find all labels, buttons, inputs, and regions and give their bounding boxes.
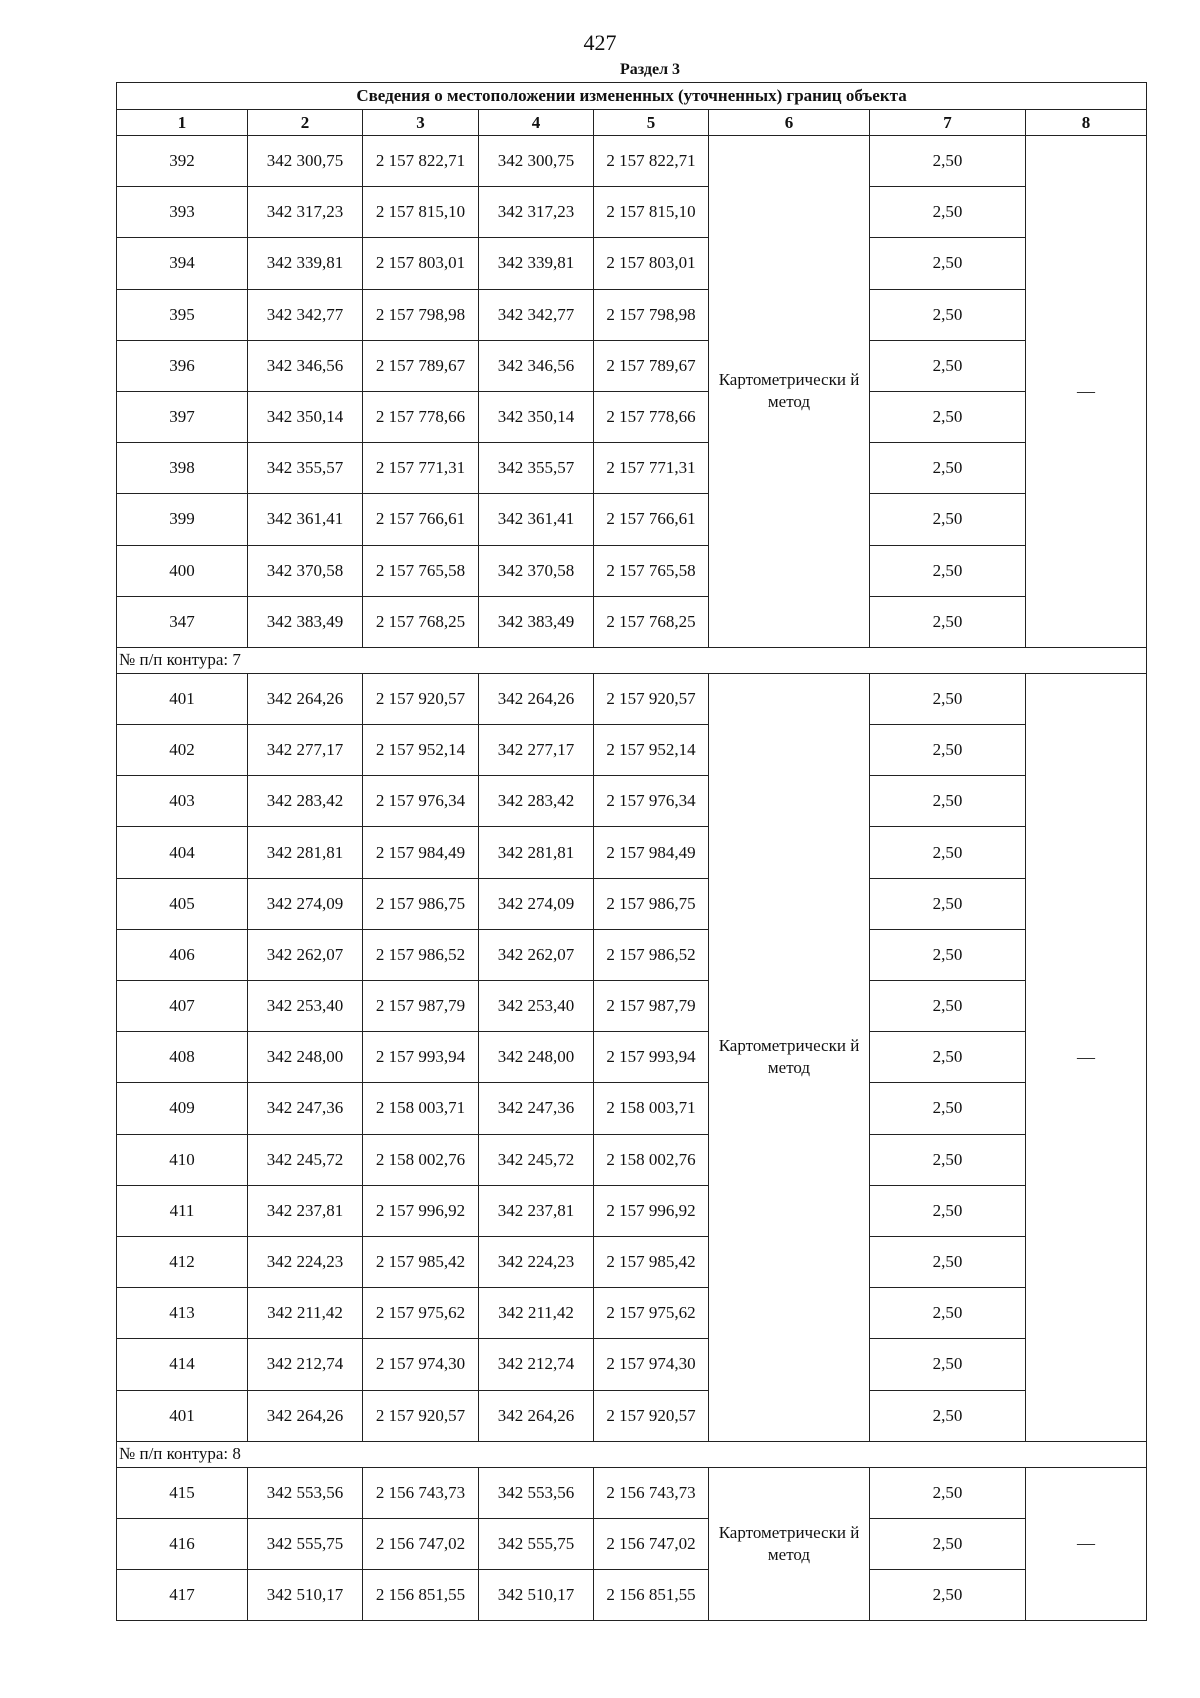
old-y-cell: 2 156 747,02 — [363, 1518, 479, 1569]
accuracy-cell: 2,50 — [870, 1032, 1026, 1083]
contour-label: № п/п контура: 8 — [117, 1441, 1147, 1467]
new-x-cell: 342 212,74 — [479, 1339, 594, 1390]
old-y-cell: 2 157 985,42 — [363, 1236, 479, 1287]
old-x-cell: 342 253,40 — [248, 981, 363, 1032]
new-x-cell: 342 300,75 — [479, 136, 594, 187]
description-cell: — — [1026, 1467, 1147, 1621]
contour-label: № п/п контура: 7 — [117, 647, 1147, 673]
column-header: 1 — [117, 110, 248, 136]
column-header-row — [117, 110, 1147, 136]
accuracy-cell: 2,50 — [870, 929, 1026, 980]
new-x-cell: 342 281,81 — [479, 827, 594, 878]
table-row — [117, 1570, 1147, 1621]
accuracy-cell: 2,50 — [870, 981, 1026, 1032]
old-x-cell: 342 248,00 — [248, 1032, 363, 1083]
new-y-cell: 2 157 815,10 — [594, 187, 709, 238]
point-number-cell: 417 — [117, 1570, 248, 1621]
point-number-cell: 393 — [117, 187, 248, 238]
table-row — [117, 878, 1147, 929]
column-header: 4 — [479, 110, 594, 136]
old-x-cell: 342 361,41 — [248, 494, 363, 545]
accuracy-cell: 2,50 — [870, 1518, 1026, 1569]
method-cell: Картометрически й метод — [709, 1467, 870, 1621]
column-header: 2 — [248, 110, 363, 136]
new-y-cell: 2 157 952,14 — [594, 725, 709, 776]
new-x-cell: 342 355,57 — [479, 443, 594, 494]
new-x-cell: 342 264,26 — [479, 673, 594, 724]
old-x-cell: 342 383,49 — [248, 596, 363, 647]
old-y-cell: 2 157 768,25 — [363, 596, 479, 647]
new-y-cell: 2 156 851,55 — [594, 1570, 709, 1621]
new-y-cell: 2 157 975,62 — [594, 1288, 709, 1339]
new-x-cell: 342 283,42 — [479, 776, 594, 827]
point-number-cell: 410 — [117, 1134, 248, 1185]
new-y-cell: 2 157 976,34 — [594, 776, 709, 827]
old-y-cell: 2 158 003,71 — [363, 1083, 479, 1134]
point-number-cell: 416 — [117, 1518, 248, 1569]
new-y-cell: 2 156 743,73 — [594, 1467, 709, 1518]
old-y-cell: 2 157 986,52 — [363, 929, 479, 980]
old-y-cell: 2 157 803,01 — [363, 238, 479, 289]
new-y-cell: 2 157 822,71 — [594, 136, 709, 187]
accuracy-cell: 2,50 — [870, 443, 1026, 494]
new-x-cell: 342 237,81 — [479, 1185, 594, 1236]
table-row — [117, 827, 1147, 878]
point-number-cell: 394 — [117, 238, 248, 289]
table-caption: Сведения о местоположении измененных (уточненных) границ объекта — [117, 83, 1147, 110]
old-x-cell: 342 224,23 — [248, 1236, 363, 1287]
point-number-cell: 400 — [117, 545, 248, 596]
accuracy-cell: 2,50 — [870, 596, 1026, 647]
new-y-cell: 2 157 920,57 — [594, 673, 709, 724]
table-row — [117, 1185, 1147, 1236]
accuracy-cell: 2,50 — [870, 545, 1026, 596]
old-y-cell: 2 157 952,14 — [363, 725, 479, 776]
old-y-cell: 2 157 815,10 — [363, 187, 479, 238]
accuracy-cell: 2,50 — [870, 494, 1026, 545]
old-x-cell: 342 277,17 — [248, 725, 363, 776]
column-header: 3 — [363, 110, 479, 136]
old-x-cell: 342 237,81 — [248, 1185, 363, 1236]
table-row — [117, 443, 1147, 494]
old-x-cell: 342 264,26 — [248, 673, 363, 724]
new-y-cell: 2 157 789,67 — [594, 340, 709, 391]
accuracy-cell: 2,50 — [870, 340, 1026, 391]
new-x-cell: 342 553,56 — [479, 1467, 594, 1518]
table-row — [117, 1134, 1147, 1185]
section-title: Раздел 3 — [619, 61, 681, 78]
boundary-table — [116, 82, 1147, 1621]
table-row — [117, 391, 1147, 442]
contour-row — [117, 1441, 1147, 1467]
old-x-cell: 342 212,74 — [248, 1339, 363, 1390]
table-row — [117, 238, 1147, 289]
old-y-cell: 2 157 778,66 — [363, 391, 479, 442]
table-row — [117, 1518, 1147, 1569]
new-x-cell: 342 224,23 — [479, 1236, 594, 1287]
point-number-cell: 404 — [117, 827, 248, 878]
point-number-cell: 413 — [117, 1288, 248, 1339]
old-y-cell: 2 156 743,73 — [363, 1467, 479, 1518]
old-y-cell: 2 157 766,61 — [363, 494, 479, 545]
new-y-cell: 2 157 798,98 — [594, 289, 709, 340]
new-y-cell: 2 157 771,31 — [594, 443, 709, 494]
old-x-cell: 342 274,09 — [248, 878, 363, 929]
new-x-cell: 342 346,56 — [479, 340, 594, 391]
old-x-cell: 342 300,75 — [248, 136, 363, 187]
new-y-cell: 2 157 984,49 — [594, 827, 709, 878]
accuracy-cell: 2,50 — [870, 1339, 1026, 1390]
point-number-cell: 397 — [117, 391, 248, 442]
page-number: 427 — [583, 30, 617, 55]
new-y-cell: 2 158 002,76 — [594, 1134, 709, 1185]
table-row — [117, 136, 1147, 187]
point-number-cell: 406 — [117, 929, 248, 980]
accuracy-cell: 2,50 — [870, 1288, 1026, 1339]
old-y-cell: 2 157 987,79 — [363, 981, 479, 1032]
description-cell: — — [1026, 136, 1147, 648]
old-x-cell: 342 245,72 — [248, 1134, 363, 1185]
old-x-cell: 342 264,26 — [248, 1390, 363, 1441]
point-number-cell: 399 — [117, 494, 248, 545]
table-row — [117, 929, 1147, 980]
old-y-cell: 2 157 976,34 — [363, 776, 479, 827]
old-x-cell: 342 247,36 — [248, 1083, 363, 1134]
column-header: 5 — [594, 110, 709, 136]
accuracy-cell: 2,50 — [870, 289, 1026, 340]
old-y-cell: 2 158 002,76 — [363, 1134, 479, 1185]
column-header: 6 — [709, 110, 870, 136]
old-y-cell: 2 157 920,57 — [363, 673, 479, 724]
point-number-cell: 407 — [117, 981, 248, 1032]
old-x-cell: 342 355,57 — [248, 443, 363, 494]
table-row — [117, 776, 1147, 827]
old-x-cell: 342 211,42 — [248, 1288, 363, 1339]
old-x-cell: 342 553,56 — [248, 1467, 363, 1518]
old-y-cell: 2 157 822,71 — [363, 136, 479, 187]
new-x-cell: 342 510,17 — [479, 1570, 594, 1621]
old-y-cell: 2 157 974,30 — [363, 1339, 479, 1390]
old-x-cell: 342 281,81 — [248, 827, 363, 878]
table-row — [117, 187, 1147, 238]
new-x-cell: 342 555,75 — [479, 1518, 594, 1569]
old-y-cell: 2 157 993,94 — [363, 1032, 479, 1083]
new-x-cell: 342 317,23 — [479, 187, 594, 238]
new-x-cell: 342 370,58 — [479, 545, 594, 596]
old-x-cell: 342 342,77 — [248, 289, 363, 340]
new-y-cell: 2 157 985,42 — [594, 1236, 709, 1287]
old-x-cell: 342 283,42 — [248, 776, 363, 827]
old-y-cell: 2 157 765,58 — [363, 545, 479, 596]
new-x-cell: 342 361,41 — [479, 494, 594, 545]
method-cell: Картометрически й метод — [709, 136, 870, 648]
old-y-cell: 2 157 975,62 — [363, 1288, 479, 1339]
new-y-cell: 2 157 974,30 — [594, 1339, 709, 1390]
new-y-cell: 2 157 765,58 — [594, 545, 709, 596]
new-y-cell: 2 157 986,75 — [594, 878, 709, 929]
accuracy-cell: 2,50 — [870, 187, 1026, 238]
table-row — [117, 289, 1147, 340]
new-x-cell: 342 339,81 — [479, 238, 594, 289]
old-y-cell: 2 157 986,75 — [363, 878, 479, 929]
old-x-cell: 342 317,23 — [248, 187, 363, 238]
table-row — [117, 494, 1147, 545]
new-y-cell: 2 157 768,25 — [594, 596, 709, 647]
point-number-cell: 401 — [117, 1390, 248, 1441]
old-x-cell: 342 346,56 — [248, 340, 363, 391]
point-number-cell: 411 — [117, 1185, 248, 1236]
accuracy-cell: 2,50 — [870, 1390, 1026, 1441]
method-cell: Картометрически й метод — [709, 673, 870, 1441]
table-row — [117, 1467, 1147, 1518]
old-y-cell: 2 157 789,67 — [363, 340, 479, 391]
old-y-cell: 2 156 851,55 — [363, 1570, 479, 1621]
accuracy-cell: 2,50 — [870, 1236, 1026, 1287]
new-y-cell: 2 157 987,79 — [594, 981, 709, 1032]
accuracy-cell: 2,50 — [870, 1467, 1026, 1518]
point-number-cell: 347 — [117, 596, 248, 647]
new-y-cell: 2 157 993,94 — [594, 1032, 709, 1083]
new-y-cell: 2 157 996,92 — [594, 1185, 709, 1236]
new-y-cell: 2 157 986,52 — [594, 929, 709, 980]
accuracy-cell: 2,50 — [870, 725, 1026, 776]
table-row — [117, 1032, 1147, 1083]
table-row — [117, 673, 1147, 724]
table-caption-row — [117, 83, 1147, 110]
table-row — [117, 1083, 1147, 1134]
column-header: 8 — [1026, 110, 1147, 136]
accuracy-cell: 2,50 — [870, 1570, 1026, 1621]
new-x-cell: 342 247,36 — [479, 1083, 594, 1134]
old-y-cell: 2 157 984,49 — [363, 827, 479, 878]
accuracy-cell: 2,50 — [870, 238, 1026, 289]
point-number-cell: 398 — [117, 443, 248, 494]
old-x-cell: 342 555,75 — [248, 1518, 363, 1569]
column-header: 7 — [870, 110, 1026, 136]
table-row — [117, 1236, 1147, 1287]
old-x-cell: 342 262,07 — [248, 929, 363, 980]
old-x-cell: 342 510,17 — [248, 1570, 363, 1621]
new-x-cell: 342 350,14 — [479, 391, 594, 442]
accuracy-cell: 2,50 — [870, 136, 1026, 187]
new-y-cell: 2 158 003,71 — [594, 1083, 709, 1134]
table-row — [117, 725, 1147, 776]
new-x-cell: 342 277,17 — [479, 725, 594, 776]
accuracy-cell: 2,50 — [870, 1083, 1026, 1134]
old-y-cell: 2 157 996,92 — [363, 1185, 479, 1236]
table-row — [117, 596, 1147, 647]
accuracy-cell: 2,50 — [870, 1134, 1026, 1185]
accuracy-cell: 2,50 — [870, 1185, 1026, 1236]
new-x-cell: 342 262,07 — [479, 929, 594, 980]
old-y-cell: 2 157 920,57 — [363, 1390, 479, 1441]
old-x-cell: 342 339,81 — [248, 238, 363, 289]
accuracy-cell: 2,50 — [870, 776, 1026, 827]
point-number-cell: 409 — [117, 1083, 248, 1134]
new-y-cell: 2 157 803,01 — [594, 238, 709, 289]
old-x-cell: 342 350,14 — [248, 391, 363, 442]
new-x-cell: 342 342,77 — [479, 289, 594, 340]
accuracy-cell: 2,50 — [870, 391, 1026, 442]
new-y-cell: 2 156 747,02 — [594, 1518, 709, 1569]
point-number-cell: 395 — [117, 289, 248, 340]
point-number-cell: 401 — [117, 673, 248, 724]
point-number-cell: 415 — [117, 1467, 248, 1518]
accuracy-cell: 2,50 — [870, 827, 1026, 878]
new-x-cell: 342 264,26 — [479, 1390, 594, 1441]
old-y-cell: 2 157 798,98 — [363, 289, 479, 340]
old-x-cell: 342 370,58 — [248, 545, 363, 596]
point-number-cell: 403 — [117, 776, 248, 827]
table-row — [117, 340, 1147, 391]
accuracy-cell: 2,50 — [870, 673, 1026, 724]
description-cell: — — [1026, 673, 1147, 1441]
new-y-cell: 2 157 766,61 — [594, 494, 709, 545]
old-y-cell: 2 157 771,31 — [363, 443, 479, 494]
point-number-cell: 412 — [117, 1236, 248, 1287]
new-x-cell: 342 383,49 — [479, 596, 594, 647]
point-number-cell: 408 — [117, 1032, 248, 1083]
point-number-cell: 396 — [117, 340, 248, 391]
table-row — [117, 1288, 1147, 1339]
point-number-cell: 405 — [117, 878, 248, 929]
point-number-cell: 414 — [117, 1339, 248, 1390]
accuracy-cell: 2,50 — [870, 878, 1026, 929]
new-x-cell: 342 248,00 — [479, 1032, 594, 1083]
new-x-cell: 342 274,09 — [479, 878, 594, 929]
new-x-cell: 342 211,42 — [479, 1288, 594, 1339]
new-x-cell: 342 253,40 — [479, 981, 594, 1032]
point-number-cell: 392 — [117, 136, 248, 187]
table-row — [117, 1390, 1147, 1441]
point-number-cell: 402 — [117, 725, 248, 776]
contour-row — [117, 647, 1147, 673]
new-x-cell: 342 245,72 — [479, 1134, 594, 1185]
table-row — [117, 1339, 1147, 1390]
table-row — [117, 545, 1147, 596]
new-y-cell: 2 157 920,57 — [594, 1390, 709, 1441]
table-row — [117, 981, 1147, 1032]
new-y-cell: 2 157 778,66 — [594, 391, 709, 442]
